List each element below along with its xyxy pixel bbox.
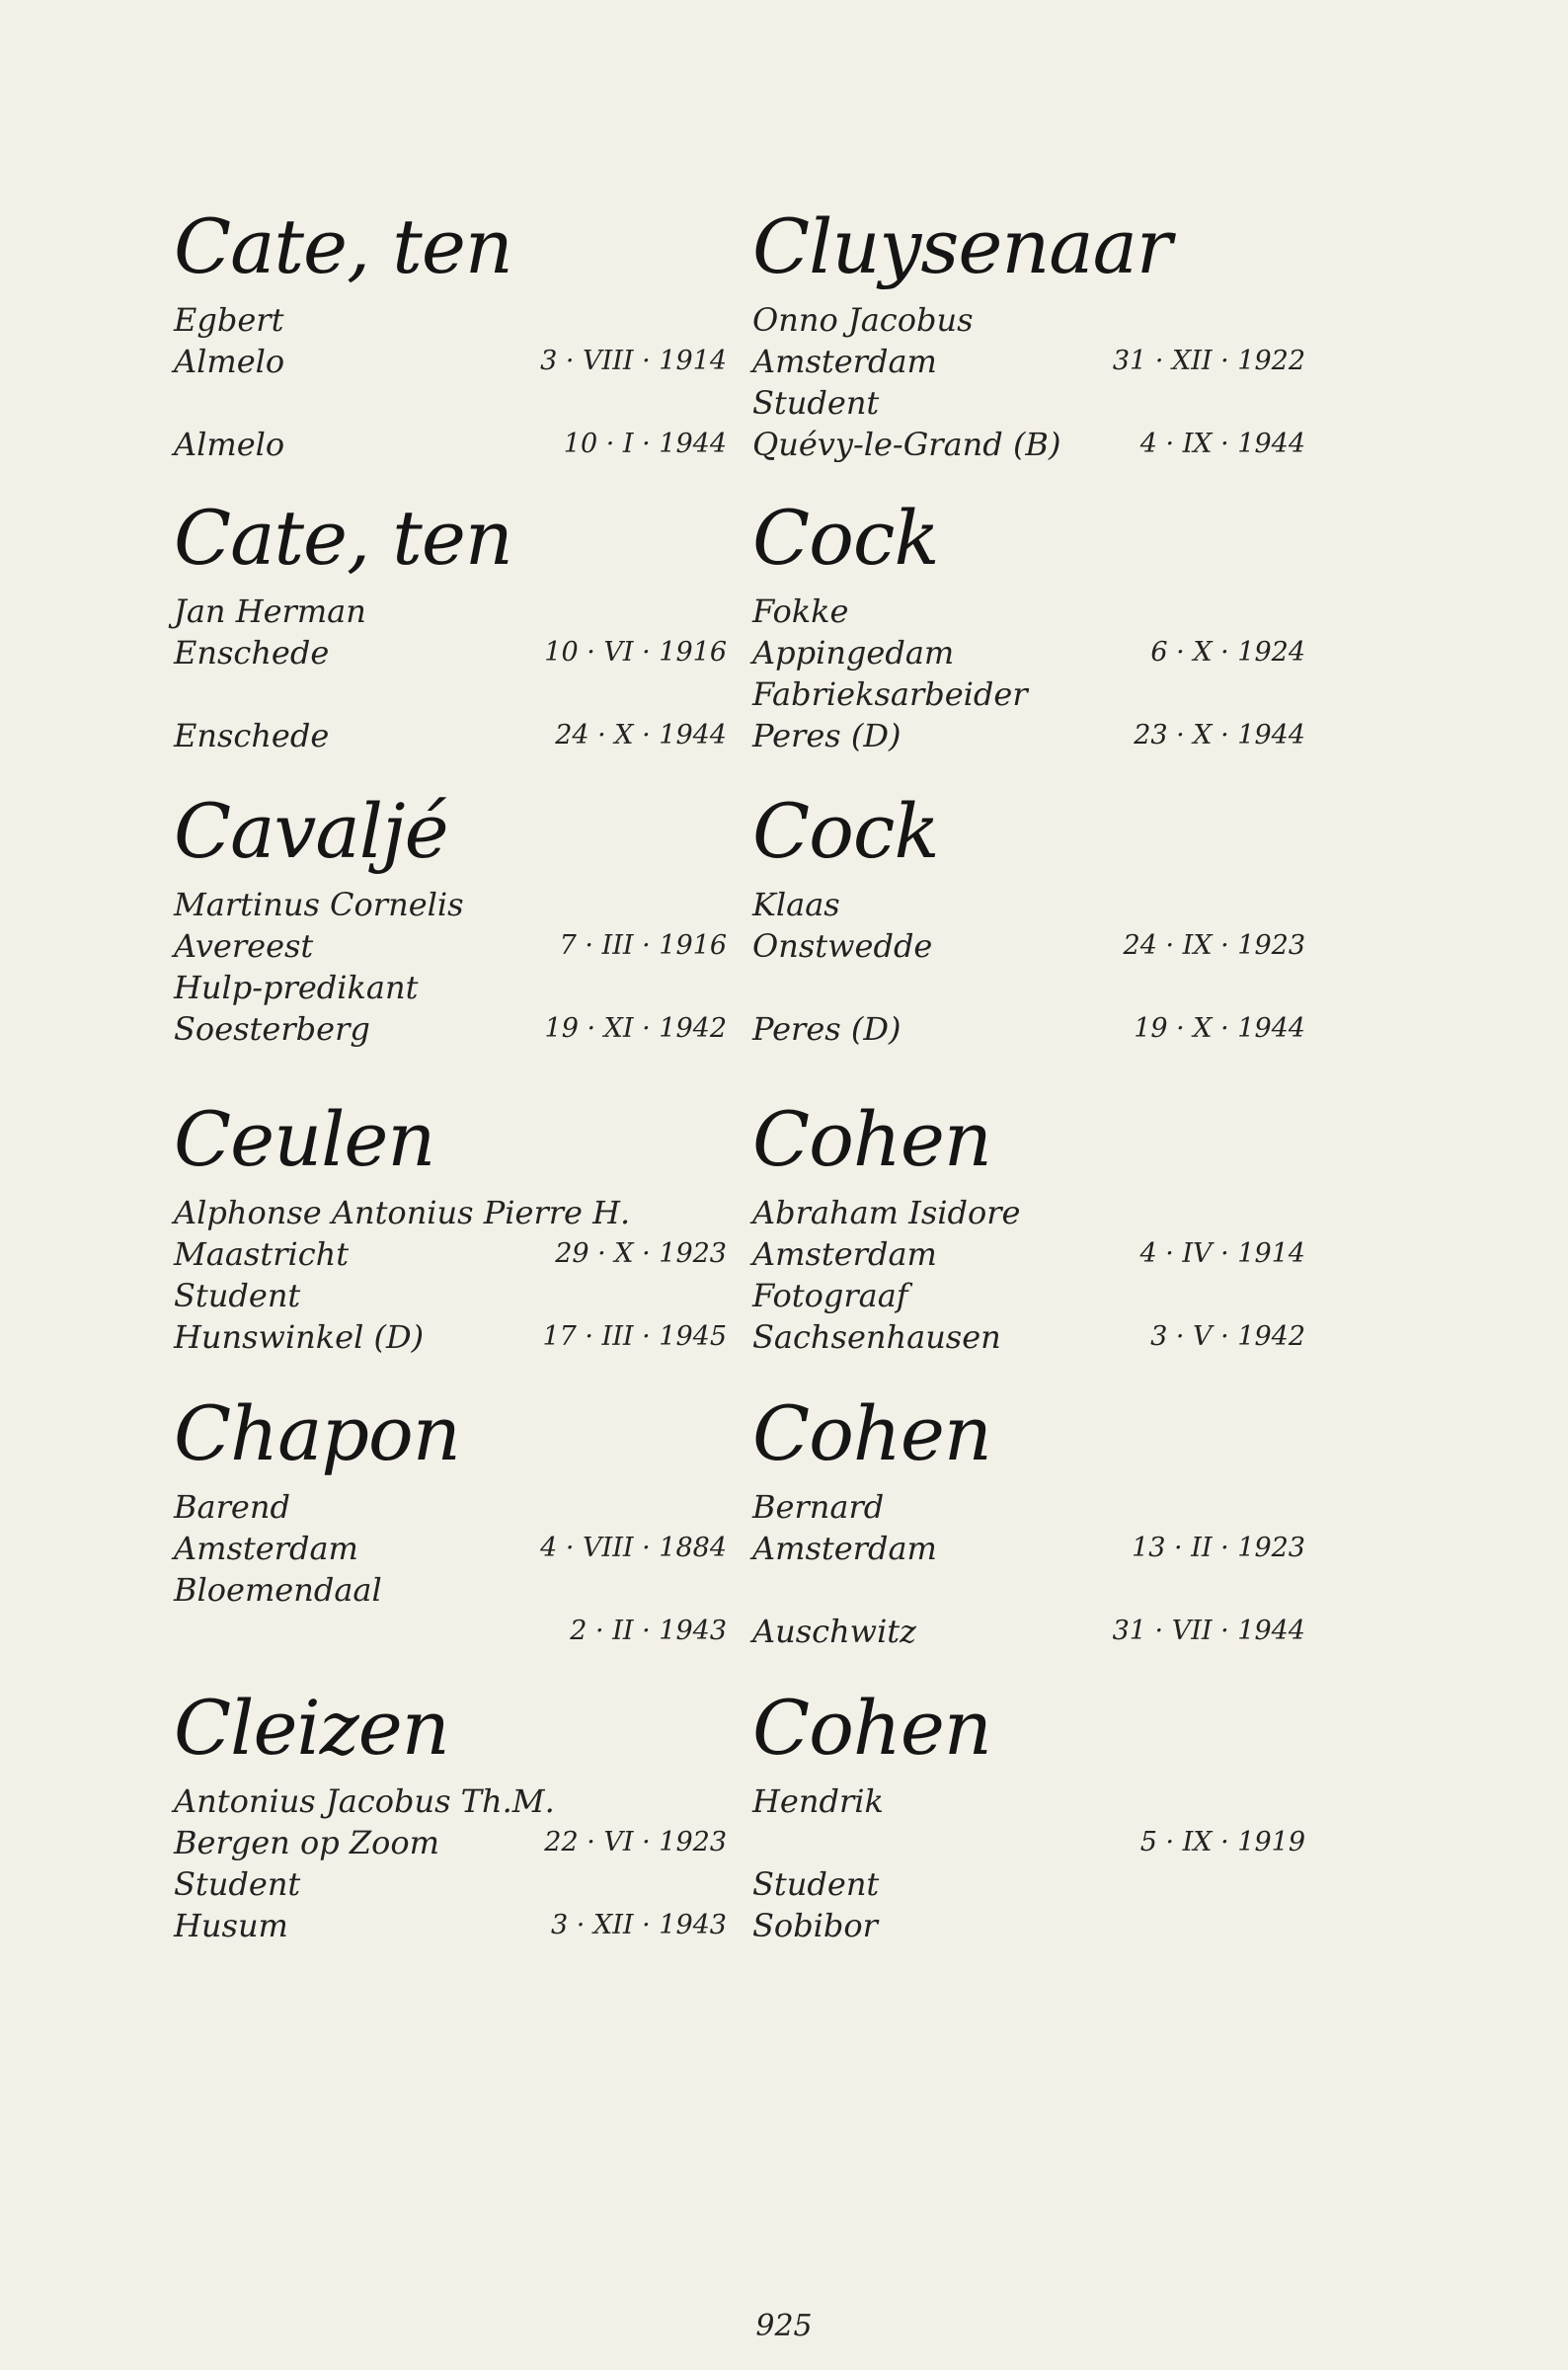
surname: Cate, ten — [174, 494, 512, 582]
first-names: Hendrik — [752, 1782, 884, 1820]
death-date: 2 · II · 1943 — [570, 1616, 727, 1646]
birth-place: Amsterdam — [174, 1530, 358, 1567]
occupation: Bloemendaal — [174, 1571, 382, 1609]
death-place: Quévy-le-Grand (B) — [752, 426, 1061, 463]
occupation: Hulp-predikant — [174, 969, 419, 1006]
right-column — [752, 0, 1305, 2074]
occupation: Student — [174, 1277, 301, 1314]
death-date: 10 · I · 1944 — [563, 429, 727, 459]
death-place: Auschwitz — [752, 1613, 917, 1650]
entry — [174, 494, 727, 754]
first-names: Jan Herman — [174, 592, 366, 630]
first-names: Bernard — [752, 1488, 885, 1526]
birth-date: 4 · IV · 1914 — [1139, 1238, 1305, 1269]
left-column — [174, 0, 727, 2074]
first-names: Martinus Cornelis — [174, 886, 464, 923]
death-place: Sobibor — [752, 1907, 878, 1944]
first-names: Alphonse Antonius Pierre H. — [174, 1194, 631, 1231]
birth-place: Avereest — [174, 927, 314, 965]
death-date: 3 · V · 1942 — [1150, 1321, 1305, 1352]
birth-date: 31 · XII · 1922 — [1112, 346, 1305, 376]
surname: Cavaljé — [174, 787, 448, 875]
occupation: Student — [752, 384, 880, 422]
birth-date: 13 · II · 1923 — [1132, 1533, 1305, 1563]
surname: Cohen — [752, 1684, 991, 1772]
birth-place: Onstwedde — [752, 927, 933, 965]
birth-place: Almelo — [174, 343, 285, 380]
birth-place: Amsterdam — [752, 1235, 937, 1273]
occupation: Fabrieksarbeider — [752, 675, 1028, 713]
entry — [174, 202, 727, 463]
first-names: Egbert — [174, 301, 284, 339]
first-names: Abraham Isidore — [752, 1194, 1021, 1231]
death-place: Sachsenhausen — [752, 1318, 1001, 1356]
surname: Cate, ten — [174, 202, 512, 290]
first-names: Fokke — [752, 592, 849, 630]
death-place: Hunswinkel (D) — [174, 1318, 425, 1356]
birth-place: Appingedam — [752, 634, 955, 672]
birth-date: 22 · VI · 1923 — [544, 1827, 727, 1857]
birth-date: 5 · IX · 1919 — [1139, 1827, 1305, 1857]
entry — [752, 787, 1305, 1048]
entry — [174, 1389, 727, 1649]
entry — [752, 494, 1305, 754]
surname: Cluysenaar — [752, 202, 1172, 290]
birth-place: Bergen op Zoom — [174, 1824, 439, 1861]
surname: Chapon — [174, 1389, 460, 1477]
first-names: Antonius Jacobus Th.M. — [174, 1782, 555, 1820]
birth-date: 3 · VIII · 1914 — [540, 346, 727, 376]
death-date: 31 · VII · 1944 — [1112, 1616, 1305, 1646]
birth-place: Amsterdam — [752, 1530, 937, 1567]
entry — [752, 1684, 1305, 1944]
death-date: 19 · XI · 1942 — [544, 1013, 727, 1044]
surname: Cock — [752, 787, 939, 875]
death-date: 24 · X · 1944 — [555, 720, 727, 750]
birth-date: 6 · X · 1924 — [1150, 637, 1305, 668]
death-date: 17 · III · 1945 — [542, 1321, 727, 1352]
birth-date: 24 · IX · 1923 — [1123, 930, 1305, 961]
death-date: 4 · IX · 1944 — [1139, 429, 1305, 459]
birth-place: Amsterdam — [752, 343, 937, 380]
death-place: Enschede — [174, 717, 330, 754]
birth-date: 7 · III · 1916 — [559, 930, 727, 961]
entry — [174, 787, 727, 1048]
death-date: 19 · X · 1944 — [1134, 1013, 1305, 1044]
entry — [752, 1095, 1305, 1356]
death-date: 23 · X · 1944 — [1134, 720, 1305, 750]
death-place: Soesterberg — [174, 1010, 370, 1048]
surname: Ceulen — [174, 1095, 435, 1183]
occupation: Student — [174, 1865, 301, 1903]
first-names: Barend — [174, 1488, 290, 1526]
surname: Cock — [752, 494, 939, 582]
surname: Cohen — [752, 1095, 991, 1183]
death-place: Almelo — [174, 426, 285, 463]
entry — [752, 1389, 1305, 1650]
entry — [174, 1095, 727, 1356]
first-names: Klaas — [752, 886, 840, 923]
occupation: Student — [752, 1865, 880, 1903]
occupation: Fotograaf — [752, 1277, 908, 1314]
surname: Cohen — [752, 1389, 991, 1477]
birth-date: 10 · VI · 1916 — [544, 637, 727, 668]
birth-place: Enschede — [174, 634, 330, 672]
birth-place: Maastricht — [174, 1235, 350, 1273]
death-place: Husum — [174, 1907, 288, 1944]
death-date: 3 · XII · 1943 — [551, 1910, 727, 1940]
death-place: Peres (D) — [752, 717, 902, 754]
birth-date: 29 · X · 1923 — [555, 1238, 727, 1269]
first-names: Onno Jacobus — [752, 301, 974, 339]
birth-date: 4 · VIII · 1884 — [540, 1533, 727, 1563]
entry — [752, 202, 1305, 463]
surname: Cleizen — [174, 1684, 449, 1772]
page-number: 925 — [755, 2309, 813, 2343]
entry — [174, 1684, 727, 1944]
death-place: Peres (D) — [752, 1010, 902, 1048]
